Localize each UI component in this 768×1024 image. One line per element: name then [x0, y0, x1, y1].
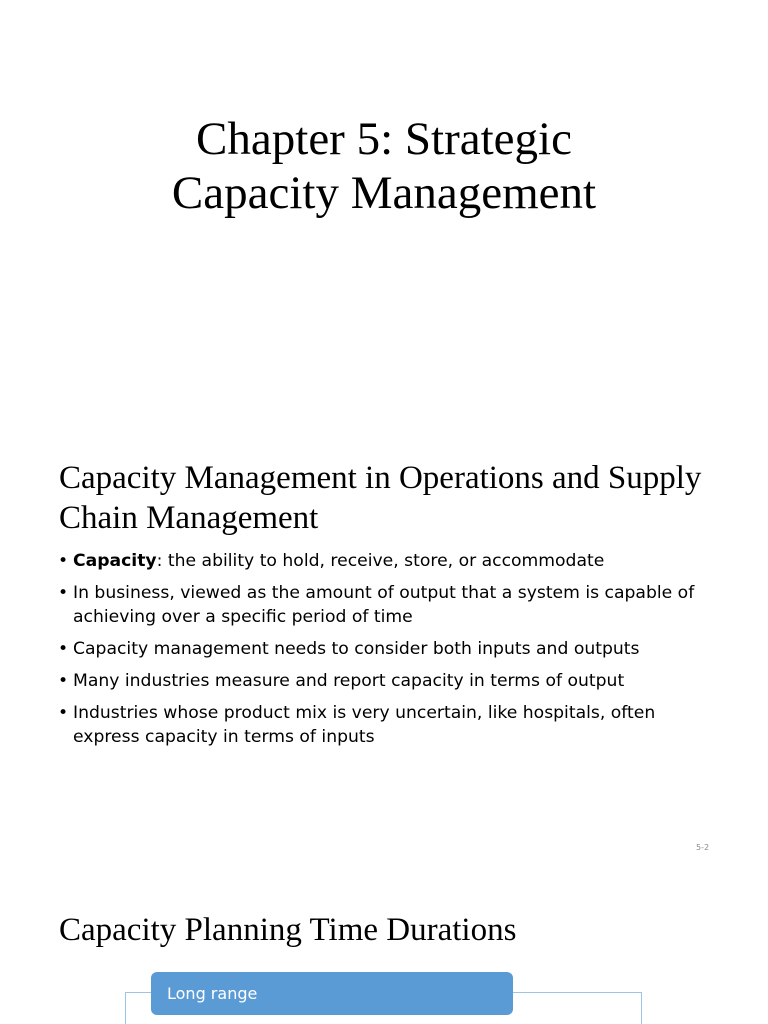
bullet-glyph: •	[58, 703, 69, 723]
bullet-glyph: •	[58, 639, 69, 659]
bullet-glyph: •	[58, 551, 69, 571]
chapter-title-line-1: Chapter 5: Strategic	[196, 113, 572, 165]
bullet-item	[58, 549, 718, 573]
chapter-title	[0, 112, 768, 220]
bullet-glyph: •	[58, 583, 69, 603]
bullet-item	[58, 637, 718, 661]
slide-capacity-management	[0, 432, 768, 864]
slide-heading: Capacity Management in Operations and Supply Chain Management	[59, 460, 702, 536]
bullet-text: Industries whose product mix is very uncertain, like hospitals, often express capacity in terms of inputs	[73, 703, 656, 747]
slide-heading: Capacity Planning Time Durations	[59, 912, 517, 948]
slide-title	[0, 0, 768, 432]
bullet-item	[58, 701, 718, 749]
slide-time-durations	[0, 864, 768, 1024]
bullet-term: Capacity	[73, 551, 157, 571]
bullet-list	[58, 549, 718, 757]
bullet-text: Many industries measure and report capacity in terms of output	[73, 671, 625, 691]
bullet-glyph: •	[58, 671, 69, 691]
bullet-item	[58, 669, 718, 693]
chapter-title-line-2: Capacity Management	[171, 167, 597, 219]
bullet-text: : the ability to hold, receive, store, or accommodate	[156, 551, 605, 571]
bullet-item	[58, 581, 718, 629]
bullet-text: In business, viewed as the amount of output that a system is capable of achieving over a specific period of time	[73, 583, 695, 627]
bullet-text: Capacity management needs to consider both inputs and outputs	[73, 639, 640, 659]
slide-number: 5-2	[696, 843, 710, 852]
long-range-box: Long range	[151, 972, 513, 1015]
